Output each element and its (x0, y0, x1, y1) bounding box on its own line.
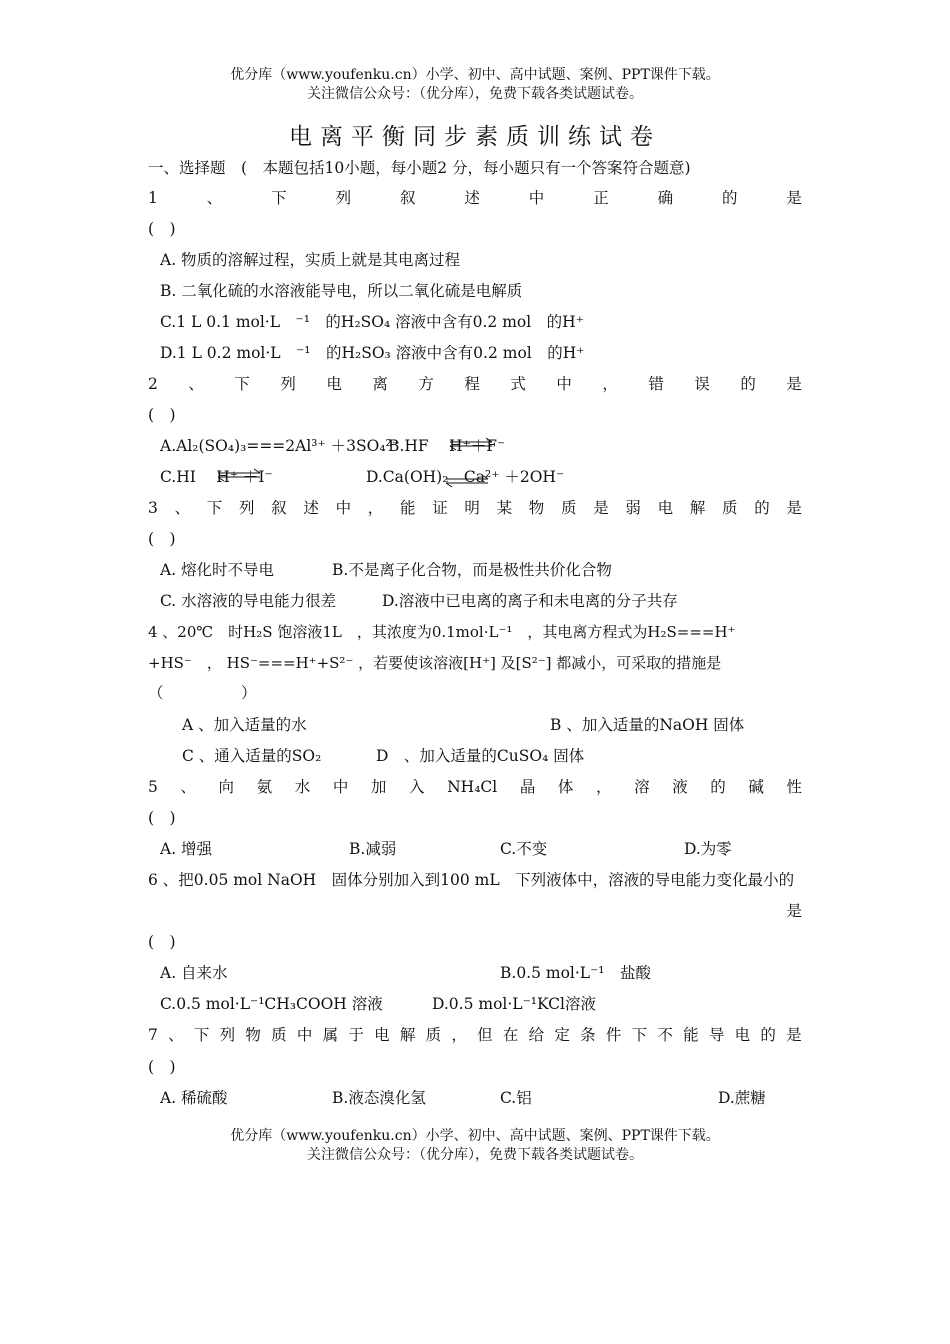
stem-char: 下 (271, 189, 287, 207)
stem-char: 的 (722, 189, 738, 207)
stem-char: 解 (689, 499, 706, 517)
footer-line-1: 优分库（www.youfenku.cn）小学、初中、高中试题、案例、PPT课件下载。 (230, 1128, 720, 1144)
q1-stem (148, 186, 802, 210)
stem-char: 质 (722, 499, 738, 517)
stem-char: 是 (593, 499, 609, 517)
stem-char: 的 (740, 375, 756, 393)
stem-char: 中 (332, 778, 349, 796)
stem-char: 式 (510, 375, 526, 393)
q7-option-c: C.铝 (500, 1089, 532, 1107)
stem-char: 给 (528, 1026, 545, 1044)
stem-char: 列 (280, 375, 296, 393)
stem-char: 下 (206, 499, 223, 517)
q7-options (160, 1086, 802, 1110)
q7-option-a: A. 稀硫酸 (160, 1089, 228, 1107)
q5-options (160, 837, 802, 861)
stem-char: 中 (335, 499, 352, 517)
stem-char: 证 (432, 499, 448, 517)
equilibrium-arrow-icon (448, 434, 494, 458)
stem-char: 碱 (748, 778, 764, 796)
stem-char: 性 (786, 778, 802, 796)
stem-char: 但 (477, 1026, 493, 1044)
stem-char: 的 (754, 499, 770, 517)
q2-option-c: C.HI H⁺ ＋I⁻ (160, 468, 273, 486)
stem-char: 5 (148, 778, 158, 796)
q7-option-d: D.蔗糖 (718, 1089, 766, 1107)
stem-char: 下 (193, 1026, 210, 1044)
page-header (0, 66, 950, 104)
q2-option-a: A.Al₂(SO₄)₃===2Al³⁺ ＋3SO₄²⁻ (160, 437, 400, 455)
q1-option-c: C.1 L 0.1 mol·L ⁻¹ 的H₂SO₄ 溶液中含有0.2 mol 的H⁺ (160, 313, 584, 331)
stem-char: 是 (786, 189, 802, 207)
stem-char: 、 (168, 1026, 184, 1044)
q5-stem (148, 775, 802, 799)
q4-option-c: C 、通入适量的SO₂ (182, 747, 322, 765)
header-line-1: 优分库（www.youfenku.cn）小学、初中、高中试题、案例、PPT课件下载。 (230, 67, 720, 83)
q1-option-b: B. 二氧化硫的水溶液能导电，所以二氧化硫是电解质 (160, 282, 523, 300)
equilibrium-arrow-icon (216, 465, 262, 489)
q6-option-d: D.0.5 mol·L⁻¹KCl溶液 (432, 995, 596, 1013)
stem-char: ， (596, 778, 612, 796)
q4-option-d: D 、加入适量的CuSO₄ 固体 (376, 747, 585, 765)
stem-char: 能 (683, 1026, 699, 1044)
q2-option-d: D.Ca(OH)₂ Ca²⁺ ＋2OH⁻ (366, 468, 565, 486)
stem-char: 中 (296, 1026, 313, 1044)
q3-row-cd (160, 589, 802, 613)
q5-option-d: D.为零 (684, 840, 732, 858)
stem-char: 、 (188, 375, 204, 393)
q6-row-ab (160, 961, 802, 985)
q5-option-b: B.减弱 (349, 840, 397, 858)
stem-char: 水 (294, 778, 311, 796)
stem-char: 的 (710, 778, 726, 796)
footer-line-2: 关注微信公众号：（优分库），免费下载各类试题试卷。 (307, 1147, 643, 1163)
q6-line-1b: 是 (786, 902, 802, 920)
stem-char: 导 (708, 1026, 725, 1044)
page-footer (0, 1127, 950, 1165)
q6-line-1: 6 、把0.05 mol NaOH 固体分别加入到100 mL 下列液体中，溶液的导电能力变化最小的 (148, 871, 795, 889)
stem-char: 定 (554, 1026, 570, 1044)
stem-char: ， (367, 499, 384, 517)
stem-char: ， (451, 1026, 467, 1044)
stem-char: 、 (180, 778, 196, 796)
stem-char: ， (602, 375, 618, 393)
stem-char: 晶 (519, 778, 536, 796)
q2-row-cd (160, 465, 802, 489)
section-heading: 一、选择题 ( 本题包括10小题，每小题2 分，每小题只有一个答案符合题意) (148, 159, 691, 177)
stem-char: 质 (271, 1026, 287, 1044)
stem-char: 向 (218, 778, 235, 796)
stem-char: 、 (174, 499, 191, 517)
stem-char: 电 (374, 1026, 390, 1044)
stem-char: 正 (593, 189, 609, 207)
stem-char: 是 (786, 499, 802, 517)
stem-char: 误 (694, 375, 710, 393)
stem-char: 下 (234, 375, 250, 393)
q4-paren: （ ） (148, 684, 257, 702)
stem-char: 物 (528, 499, 545, 517)
q2-row-ab (160, 434, 802, 458)
stem-char: 液 (672, 778, 688, 796)
stem-char: 列 (238, 499, 255, 517)
q6-option-c: C.0.5 mol·L⁻¹CH₃COOH 溶液 (160, 995, 383, 1013)
equilibrium-arrow-icon (444, 471, 490, 495)
q4-row-cd (182, 744, 802, 768)
stem-char: 3 (148, 499, 158, 517)
stem-char: 7 (148, 1026, 158, 1044)
stem-char: 氨 (256, 778, 273, 796)
q3-option-c: C. 水溶液的导电能力很差 (160, 592, 337, 610)
stem-char: NH₄Cl (447, 778, 498, 796)
stem-char: 列 (335, 189, 352, 207)
stem-char: 述 (303, 499, 319, 517)
q3-option-d: D.溶液中已电离的离子和未电离的分子共存 (382, 592, 678, 610)
q2-stem (148, 372, 802, 396)
stem-char: 于 (348, 1026, 364, 1044)
stem-char: 质 (425, 1026, 442, 1044)
q4-row-ab (182, 713, 802, 737)
q7-paren: ( ) (148, 1058, 176, 1076)
q4-line-1: 4 、20℃ 时H₂S 饱溶液1L ，其浓度为0.1mol·L⁻¹ ，其电离方程式为H₂S===H⁺ (148, 623, 736, 641)
q3-row-ab (160, 558, 802, 582)
stem-char: 方 (418, 375, 434, 393)
stem-char: 列 (219, 1026, 236, 1044)
stem-char: 入 (409, 778, 425, 796)
q6-option-b: B.0.5 mol·L⁻¹ 盐酸 (500, 964, 651, 982)
stem-char: 是 (786, 1026, 802, 1044)
q4-option-b: B 、加入适量的NaOH 固体 (550, 716, 745, 734)
q2-paren: ( ) (148, 406, 176, 424)
q6-row-cd (160, 992, 802, 1016)
q5-paren: ( ) (148, 809, 176, 827)
q6-paren: ( ) (148, 933, 176, 951)
stem-char: 在 (502, 1026, 519, 1044)
stem-char: 错 (648, 375, 664, 393)
stem-char: 体 (557, 778, 574, 796)
stem-char: 电 (657, 499, 674, 517)
stem-char: 某 (496, 499, 513, 517)
q3-option-a: A. 熔化时不导电 (160, 561, 275, 579)
stem-char: 溶 (634, 778, 650, 796)
stem-char: 明 (464, 499, 480, 517)
stem-char: 加 (370, 778, 387, 796)
q1-option-a: A. 物质的溶解过程，实质上就是其电离过程 (160, 251, 461, 269)
header-line-2: 关注微信公众号：（优分库），免费下载各类试题试卷。 (307, 86, 643, 102)
stem-char: 是 (786, 375, 802, 393)
stem-char: 属 (322, 1026, 339, 1044)
stem-char: 述 (464, 189, 480, 207)
stem-char: 条 (580, 1026, 596, 1044)
q5-option-c: C.不变 (500, 840, 548, 858)
stem-char: 不 (657, 1026, 673, 1044)
q5-option-a: A. 增强 (160, 840, 213, 858)
stem-char: 叙 (271, 499, 287, 517)
q4-option-a: A 、加入适量的水 (182, 716, 307, 734)
stem-char: 质 (561, 499, 577, 517)
q3-option-b: B.不是离子化合物，而是极性共价化合物 (332, 561, 612, 579)
stem-char: 中 (528, 189, 545, 207)
stem-char: 叙 (399, 189, 416, 207)
stem-char: 确 (657, 189, 674, 207)
q6-option-a: A. 自来水 (160, 964, 228, 982)
q7-option-b: B.液态溴化氢 (332, 1089, 426, 1107)
stem-char: 中 (556, 375, 572, 393)
stem-char: 离 (372, 375, 388, 393)
stem-char: 的 (760, 1026, 776, 1044)
stem-char: 程 (464, 375, 480, 393)
stem-char: 电 (326, 375, 342, 393)
stem-char: 件 (605, 1026, 622, 1044)
stem-char: 电 (734, 1026, 751, 1044)
stem-char: 1 (148, 189, 158, 207)
stem-char: 下 (631, 1026, 648, 1044)
q3-stem (148, 496, 802, 520)
q4-line-2: +HS⁻ ， HS⁻===H⁺+S²⁻ ，若要使该溶液[H⁺] 及[S²⁻] 都减小，可采取的措施是 (148, 654, 722, 672)
stem-char: 弱 (625, 499, 641, 517)
exam-title: 电离平衡同步素质训练试卷 (289, 124, 661, 150)
q3-paren: ( ) (148, 530, 176, 548)
q2-option-b: B.HF H⁺＋F⁻ (388, 437, 506, 455)
stem-char: 2 (148, 375, 158, 393)
stem-char: 能 (399, 499, 416, 517)
q1-paren: ( ) (148, 220, 176, 238)
q7-stem (148, 1023, 802, 1047)
stem-char: 物 (245, 1026, 261, 1044)
stem-char: 解 (399, 1026, 416, 1044)
q1-option-d: D.1 L 0.2 mol·L ⁻¹ 的H₂SO₃ 溶液中含有0.2 mol 的H⁺ (160, 344, 585, 362)
stem-char: 、 (206, 189, 223, 207)
